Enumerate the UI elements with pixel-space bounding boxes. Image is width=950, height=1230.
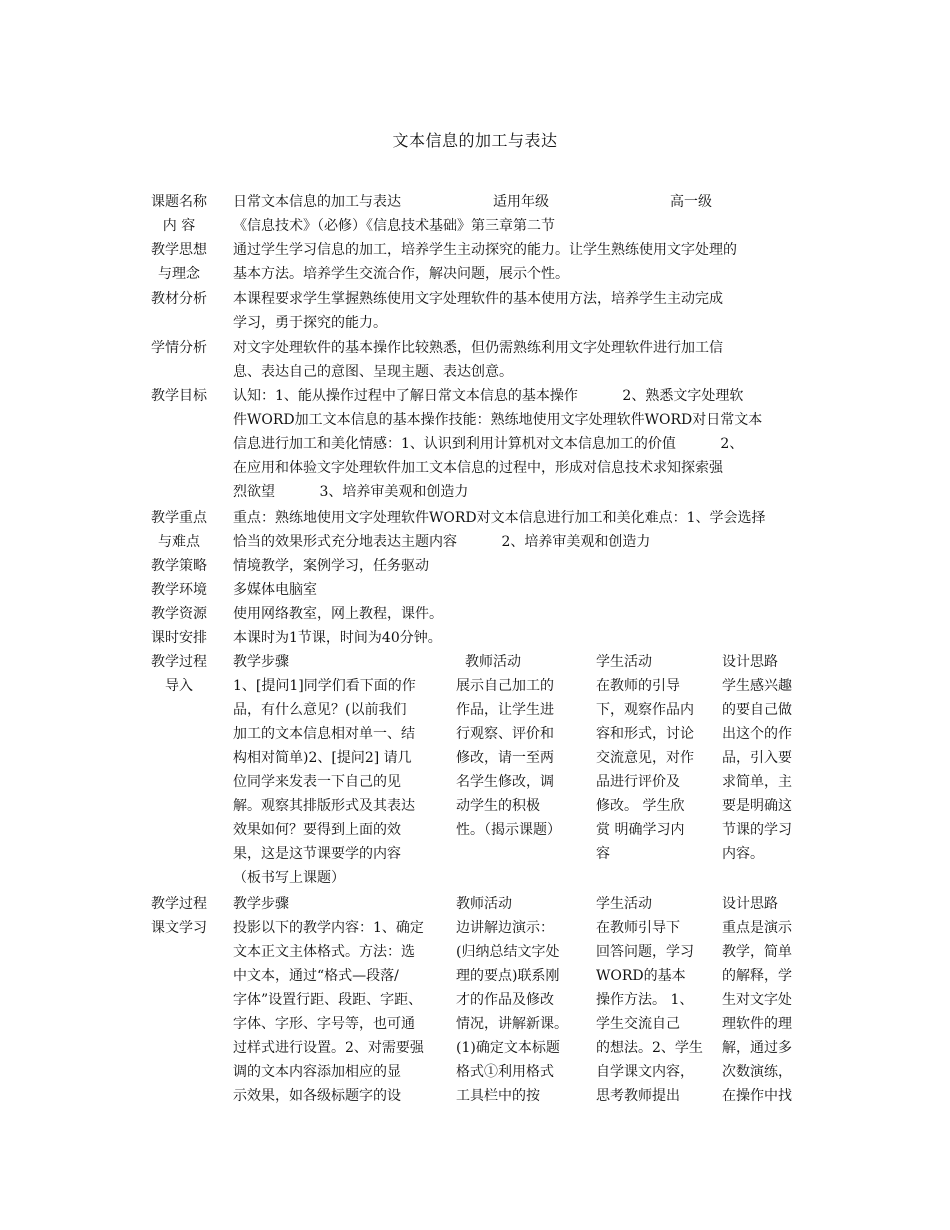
time-text: 本课时为1节课，时间为40分钟。 [233, 630, 442, 646]
idea-label: 教学思想 与理念 [151, 242, 207, 282]
time-row [145, 626, 815, 650]
process-lesson-label: 教学过程 课文学习 [151, 896, 207, 936]
goal-row [145, 384, 815, 504]
process-intro-header-design: 设计思路 [722, 654, 778, 670]
strategy-row [145, 554, 815, 578]
student-analysis-row [145, 336, 815, 384]
idea-text: 通过学生学习信息的加工，培养学生主动探究的能力。让学生熟练使用文字处理的 基本方法。培养学生交流合作，解决问题，展示个性。 [233, 242, 737, 282]
keypoint-row [145, 506, 815, 554]
process-intro-header-teacher: 教师活动 [465, 654, 521, 670]
content-row [145, 214, 815, 238]
process-lesson-teacher: 边讲解边演示： (归纳总结文字处 理的要点)联系刚 才的作品及修改 情况，讲解新课。 (1)确定文本标题 格式①利用格式 工具栏中的按 [456, 920, 568, 1104]
strategy-label: 教学策略 [151, 558, 207, 574]
process-lesson-header-student: 学生活动 [596, 896, 652, 912]
process-lesson-header-steps: 教学步骤 [233, 896, 289, 912]
process-lesson-header-teacher: 教师活动 [456, 896, 512, 912]
process-intro-steps: 1、[提问1]同学们看下面的作 品，有什么意见？(以前我们 加工的文本信息相对单一、结 构相对简单)2、[提问2] 请几 位同学来发表一下自己的见 解。观察其排版形式及其表达 效果如何？要得到上面的效 果，这是这节课要学的内容 （板书写上课题） [233, 678, 416, 886]
process-intro-student: 在教师的引导 下，观察作品内 容和形式，讨论 交流意见，对作 品进行评价及 修改。 学生欣 赏 明确学习内 容 [596, 678, 694, 862]
idea-row [145, 238, 815, 286]
environment-row [145, 578, 815, 602]
grade-value: 高一级 [670, 194, 712, 210]
process-lesson-design: 重点是演示 教学，简单 的解释，学 生对文字处 理软件的理 解，通过多 次数演练， 在操作中找 [722, 920, 792, 1104]
process-lesson-header-design: 设计思路 [722, 896, 778, 912]
keypoint-label: 教学重点 与难点 [151, 510, 207, 550]
material-row [145, 287, 815, 335]
environment-text: 多媒体电脑室 [233, 582, 317, 598]
document-title: 文本信息的加工与表达 [392, 131, 558, 150]
process-intro-label: 教学过程 导入 [151, 654, 207, 694]
process-intro-teacher: 展示自己加工的 作品，让学生进 行观察、评价和 修改，请一至两 名学生修改，调 动学生的积极 性。（揭示课题） [456, 678, 561, 838]
process-lesson-student: 在教师引导下 回答问题，学习 WORD的基本 操作方法。 1、 学生交流自己 的想法。2、学生 自学课文内容， 思考教师提出 [596, 920, 703, 1104]
process-intro-design: 学生感兴趣 的要自己做 出这个的作 品，引入要 求简单，主 要是明确这 节课的学习 内容。 [722, 678, 792, 862]
course-row [145, 190, 815, 214]
grade-label: 适用年级 [493, 194, 549, 210]
material-text: 本课程要求学生掌握熟练使用文字处理软件的基本使用方法，培养学生主动完成 学习，勇于探究的能力。 [233, 291, 723, 331]
content-text: 《信息技术》（必修）《信息技术基础》第三章第二节 [233, 218, 555, 234]
student-analysis-text: 对文字处理软件的基本操作比较熟悉，但仍需熟练利用文字处理软件进行加工信 息、表达自己的意图、呈现主题、表达创意。 [233, 340, 723, 380]
process-intro-header-student: 学生活动 [596, 654, 652, 670]
resource-row [145, 602, 815, 626]
goal-label: 教学目标 [151, 388, 207, 404]
resource-text: 使用网络教室，网上教程，课件。 [233, 606, 443, 622]
content-label: 内 容 [162, 218, 196, 234]
course-label: 课题名称 [151, 194, 207, 210]
process-lesson-section [145, 892, 815, 1132]
material-label: 教材分析 [151, 291, 207, 307]
environment-label: 教学环境 [151, 582, 207, 598]
keypoint-text: 重点：熟练地使用文字处理软件WORD对文本信息进行加工和美化难点：1、学会选择 恰当的效果形式充分地表达主题内容 2、培养审美观和创造力 [233, 510, 766, 550]
resource-label: 教学资源 [151, 606, 207, 622]
student-analysis-label: 学情分析 [151, 340, 207, 356]
course-name: 日常文本信息的加工与表达 [233, 194, 401, 210]
process-intro-header-steps: 教学步骤 [233, 654, 289, 670]
process-intro-section [145, 650, 815, 890]
goal-text: 认知：1、能从操作过程中了解日常文本信息的基本操作 2、熟悉文字处理软 件WORD加工文本信息的基本操作技能：熟练地使用文字处理软件WORD对日常文本 信息进行加工和美化情感：1、认识到利用计算机对文本信息加工的价值 2、 在应用和体验文字处理软件加工文本信息的过程中，形成对信息技术求知探索强 烈欲望 3、培养审美观和创造力 [233, 388, 763, 500]
strategy-text: 情境教学，案例学习，任务驱动 [233, 558, 429, 574]
process-lesson-steps: 投影以下的教学内容：1、确定 文本正文主体格式。方法：选 中文本，通过“格式—段落/ 字体”设置行距、段距、字距、 字体、字形、字号等，也可通 过样式进行设置。2、对需要强 调的文本内容添加相应的显 示效果，如各级标题字的设 [233, 920, 424, 1104]
time-label: 课时安排 [151, 630, 207, 646]
